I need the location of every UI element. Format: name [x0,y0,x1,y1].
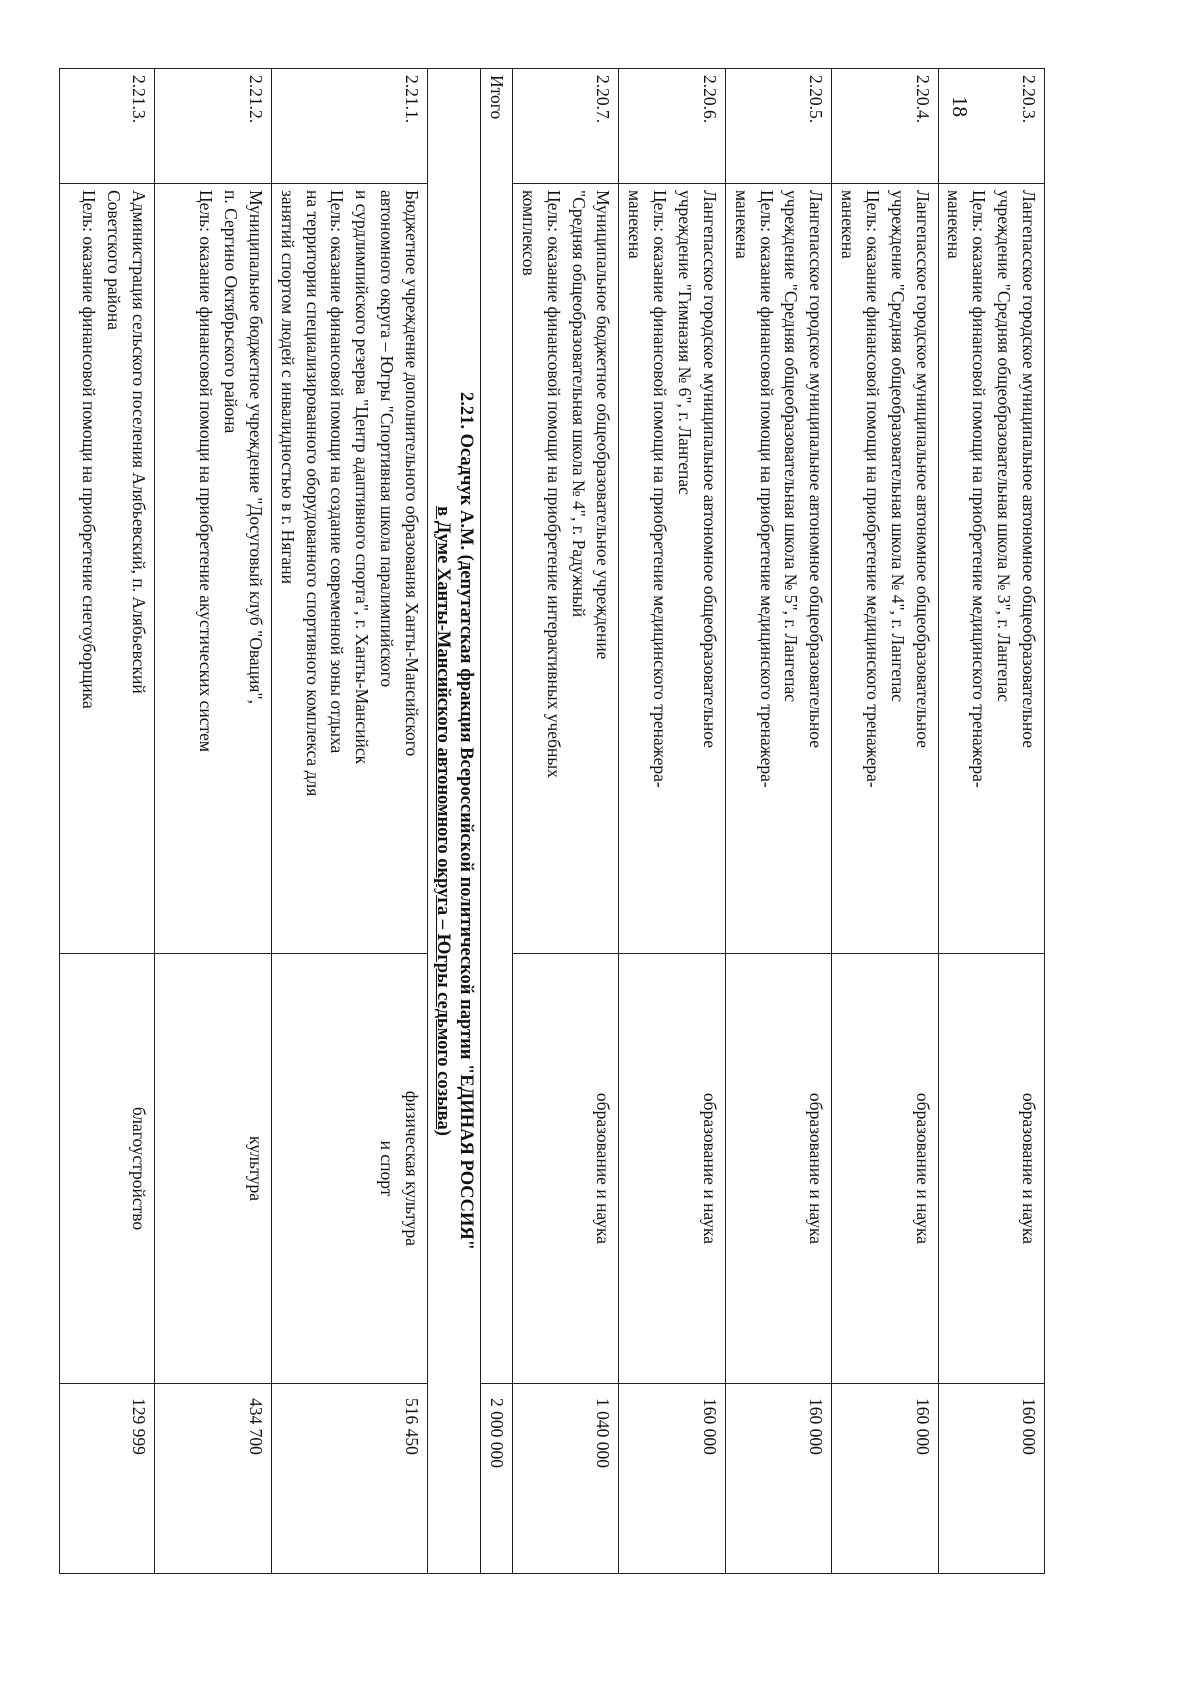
description-line: Лангепасское городское муниципальное автономное общеобразовательное [912,190,933,749]
description-line: Цель: оказание финансовой помощи на создание современной зоны отдыха [327,190,348,754]
row-description [619,184,725,954]
total-row [481,69,513,1574]
row-number: 2.21.3. [59,69,154,184]
row-area [271,954,427,1384]
row-description [938,184,1044,954]
description-line: манекена [625,190,646,259]
description-line: Лангепасское городское муниципальное автономное общеобразовательное [1019,190,1039,749]
row-sum: 160 000 [832,1384,938,1574]
group-heading-line2: в Думе Ханты-Мансийского автономного округа – Югры седьмого созыва) [433,506,454,1136]
row-area [154,954,271,1384]
row-number: 2.20.3. [938,69,1044,184]
description-line: Лангепасское городское муниципальное автономное общеобразовательное [806,190,827,749]
row-sum: 160 000 [938,1384,1044,1574]
table-row [938,69,1044,1574]
row-sum: 129 999 [59,1384,154,1574]
row-description [59,184,154,954]
row-number: 2.21.1. [271,69,427,184]
description-line: Цель: оказание финансовой помощи на приобретение медицинского тренажера- [969,190,990,788]
description-line: учреждение "Средняя общеобразовательная школа № 5", г. Лангепас [781,190,802,702]
row-description [271,184,427,954]
description-line: Лангепасское городское муниципальное автономное общеобразовательное [699,190,720,749]
description-line: автономного округа – Югры "Спортивная школа паралимпийского [377,190,398,688]
row-area: образование и наука [513,954,619,1384]
description-line: Цель: оказание финансовой помощи на приобретение медицинского тренажера- [862,190,883,788]
row-description [725,184,831,954]
area-line: культура [245,1136,266,1201]
row-description [154,184,271,954]
description-line: и сурдлимпийского резерва "Центр адаптивного спорта", г. Ханты-Мансийск [352,190,373,765]
description-line: на территории специализированного оборудованного спортивного комплекса для [302,190,323,797]
description-line: манекена [731,190,752,259]
description-line: учреждение "Гимназия № 6", г. Лангепас [675,190,696,495]
description-line: Администрация сельского поселения Алябьевский, п. Алябьевский [128,190,149,694]
row-number: 2.21.2. [154,69,271,184]
row-area: образование и наука [832,954,938,1384]
grants-table [59,68,1045,1574]
description-line: Цель: оказание финансовой помощи на приобретение интерактивных учебных [543,190,564,778]
group-heading-line1: 2.21. Осадчук А.М. (депутатская фракция Всероссийской политической партии "ЕДИНАЯ РОССИЯ" [456,391,477,1251]
area-line: и спорт [377,1140,398,1197]
area-line: физическая культура [402,1090,423,1247]
row-description [513,184,619,954]
table-row [513,69,619,1574]
description-line: манекена [944,190,965,259]
row-area [59,954,154,1384]
row-number: 2.20.6. [619,69,725,184]
row-number: 2.20.4. [832,69,938,184]
table-row [725,69,831,1574]
table-row [271,69,427,1574]
row-area: образование и наука [619,954,725,1384]
row-number: 2.20.5. [725,69,831,184]
total-sum: 2 000 000 [481,1384,513,1574]
description-line: учреждение "Средняя общеобразовательная школа № 3", г. Лангепас [994,190,1015,702]
row-area: образование и наука [725,954,831,1384]
area-line: благоустройство [128,1106,149,1231]
row-description [832,184,938,954]
page-number: 18 [948,96,972,117]
table-row [619,69,725,1574]
description-line: Цель: оказание финансовой помощи на приобретение медицинского тренажера- [650,190,671,788]
group-heading-row [428,69,481,1574]
row-number: 2.20.7. [513,69,619,184]
table-row [832,69,938,1574]
description-line: Муниципальное бюджетное учреждение "Досуговый клуб "Овация", [245,190,266,704]
description-line: Бюджетное учреждение дополнительного образования Ханты-Мансийского [402,190,423,757]
row-sum: 434 700 [154,1384,271,1574]
description-line: комплексов [518,190,539,276]
table-row [154,69,271,1574]
row-area: образование и наука [938,954,1044,1384]
table-row [59,69,154,1574]
description-line: Муниципальное бюджетное общеобразовательное учреждение [593,190,614,660]
row-sum: 1 040 000 [513,1384,619,1574]
description-line: Советского района [104,190,125,330]
total-label: Итого [481,69,513,1384]
rotated-page-content [65,68,1045,1573]
description-line: учреждение "Средняя общеобразовательная школа № 4", г. Лангепас [887,190,908,702]
description-line: манекена [838,190,859,259]
group-heading [428,69,481,1574]
row-sum: 160 000 [725,1384,831,1574]
description-line: п. Сергино Октябрьского района [221,190,242,434]
description-line: занятий спортом людей с инвалидностью в г. Нягани [277,190,298,585]
description-line: Цель: оказание финансовой помощи на приобретение снегоуборщика [79,190,100,709]
description-line: "Средняя общеобразовательная школа № 4", г. Радужный [568,190,589,618]
row-sum: 160 000 [619,1384,725,1574]
row-sum: 516 450 [271,1384,427,1574]
description-line: Цель: оказание финансовой помощи на приобретение акустических систем [196,190,217,752]
description-line: Цель: оказание финансовой помощи на приобретение медицинского тренажера- [756,190,777,788]
